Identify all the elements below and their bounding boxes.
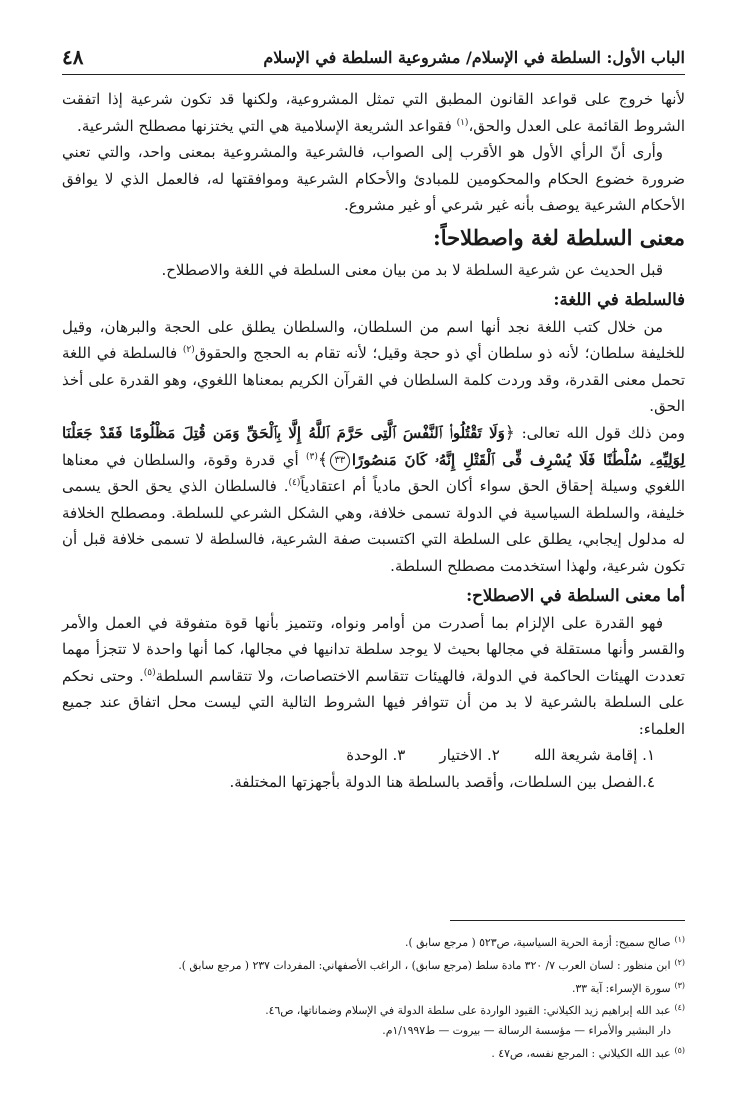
paragraph-5 — [62, 420, 685, 580]
paragraph-5-tail-2: . فالسلطان الذي يحق الحق يسمى خليفة، والسلطة السياسية في الدولة تسمى خلافة، وهي الشكل الشرعي للسلطة. ومصطلح الخلافة له مدلول إيجابي، يطلق على السلطة التي اكتسبت صفة الشرعية، فالسلطة لا تسمى خلافة قبل أن تكون شرعية، ولهذا استخدمت مصطلح السلطة. — [62, 477, 685, 575]
subheading-language: فالسلطة في اللغة: — [553, 289, 685, 309]
footnote — [62, 976, 685, 999]
footnote-text: عبد الله إبراهيم زيد الكيلاني: القيود الواردة على سلطة الدولة في الإسلام وضماناتها، ص٤٦. — [265, 1004, 671, 1018]
paragraph-3: قبل الحديث عن شرعية السلطة لا بد من بيان معنى السلطة في اللغة والاصطلاح. — [161, 260, 663, 279]
paragraph-6-tail: . وحتى نحكم على السلطة بالشرعية لا بد من أن تتوافر فيها الشروط التالية التي ليست محل اتفاق عند جميع العلماء: — [62, 666, 685, 738]
list-item: ٢. الاختيار — [439, 746, 500, 765]
footnote-text: ابن منظور : لسان العرب ٧/ ٣٢٠ مادة سلط (مرجع سابق) ، الراغب الأصفهاني: المفردات ٢٣٧ ( مرجع سابق ). — [178, 958, 671, 972]
footnote-number: (٣) — [674, 980, 685, 990]
paragraph-1-tail: فقواعد الشريعة الإسلامية هي التي يختزنها مصطلح الشرعية. — [77, 116, 457, 135]
footnote-number: (٥) — [674, 1045, 685, 1055]
footnote-ref-2[interactable]: (٢) — [182, 345, 195, 356]
list-item: ٣. الوحدة — [346, 746, 406, 765]
list-item: ١. إقامة شريعة الله — [533, 746, 655, 765]
paragraph-5-intro: ومن ذلك قول الله تعالى: — [514, 423, 685, 442]
paragraph-2: وأرى أنّ الرأي الأول هو الأقرب إلى الصواب، فالشرعية والمشروعية بمعنى واحد، والتي تعني ضرورة خضوع الحكام والمحكومين للمبادئ والأحكام الشرعية وموافقتها له، فالعمل الذي لا يوافق الأحكام الشرعية يوصف بأنه غير شرعي أو غير مشروع. — [62, 143, 685, 215]
ayah-number-mark: ٣٣ — [330, 451, 350, 471]
footnote-separator — [450, 920, 685, 921]
footnote-ref-4[interactable]: (٤) — [288, 478, 301, 489]
running-header — [62, 40, 685, 75]
paragraph-4 — [62, 314, 685, 420]
footnote-number: (٢) — [674, 957, 685, 967]
footnote — [62, 930, 685, 953]
footnote-ref-3[interactable]: (٣) — [306, 451, 318, 462]
page-number: ٤٨ — [62, 45, 84, 69]
section-heading: معنى السلطة لغة واصطلاحاً: — [432, 224, 685, 250]
footnote-number: (١) — [674, 935, 685, 944]
quran-verse: وَلَا تَقْتُلُوا۟ ٱلنَّفْسَ ٱلَّتِى حَرَّمَ ٱللَّهُ إِلَّا بِٱلْحَقِّ وَمَن قُتِلَ مَظْلُومًا فَقَدْ جَعَلْنَا لِوَلِيِّهِۦ سُلْطَٰنًا فَلَا يُسْرِف فِّى ٱلْقَتْلِ إِنَّهُۥ كَانَ مَنصُورًا — [62, 423, 685, 469]
footnote-text: عبد الله الكيلاني : المرجع نفسه، ص٤٧ . — [491, 1046, 671, 1060]
footnote-text: سورة الإسراء: آية ٣٣. — [571, 981, 671, 995]
footnote-continuation: دار البشير والأمراء — مؤسسة الرسالة — بيروت — ط١/١٩٩٧م. — [382, 1024, 671, 1038]
quran-close-bracket: ﴾ — [317, 449, 328, 470]
paragraph-6 — [62, 610, 685, 743]
paragraph-1-text: لأنها خروج على قواعد القانون المطبق التي تمثل المشروعية، ولكنها قد تكون شرعية إذا اتفقت الشروط القائمة على العدل والحق، — [62, 90, 685, 135]
footnote-number: (٤) — [674, 1003, 685, 1013]
paragraph-1 — [62, 86, 685, 139]
footnote — [62, 953, 685, 976]
paragraph-5-tail: أي قدرة وقوة، والسلطان في معناها اللغوي وسيلة إحقاق الحق سواء أكان الحق مادياً أم اعتقادياً — [62, 450, 685, 496]
quran-open-bracket: ﴿ — [504, 422, 515, 443]
conditions-list-row — [62, 742, 685, 769]
footnote-ref-1[interactable]: (١) — [456, 117, 469, 128]
footnote — [62, 998, 685, 1021]
subheading-terminology: أما معنى السلطة في الاصطلاح: — [466, 585, 685, 605]
paragraph-4-text: من خلال كتب اللغة نجد أنها اسم من السلطان، والسلطان يطلق على الحجة والبرهان، وقيل للخليفة سلطان؛ لأنه ذو سلطان أي ذو حجة وقيل؛ لأنه تقام به الحجج والحقوق — [62, 317, 685, 363]
footnote — [62, 1041, 685, 1064]
header-title: الباب الأول: السلطة في الإسلام/ مشروعية السلطة في الإسلام — [263, 47, 685, 67]
paragraph-6-text: فهو القدرة على الإلزام بما أصدرت من أوامر ونواه، وتتميز بأنها قوة متفوقة في العمل والأمر والقسر وأنها مستقلة في مجالها بحيث لا يوجد سلطة تدانيها في مجالها، كما أنها واحدة لا تتجزأ مهما تعددت الهيئات الحاكمة في الدولة، فالهيئات تتقاسم الاختصاصات، ولا تتقاسم السلطة — [62, 613, 685, 685]
paragraph-4-tail: فالسلطة في اللغة تحمل معنى القدرة، وقد وردت كلمة السلطان في القرآن الكريم بمعناها اللغوي، وهو القدرة على أخذ الحق. — [62, 344, 685, 416]
list-item: ٤.الفصل بين السلطات، وأقصد بالسلطة هنا الدولة بأجهزتها المختلفة. — [229, 773, 655, 792]
footnote-text: صالح سميح: أزمة الحرية السياسية، ص٥٢٣ ( مرجع سابق ). — [405, 936, 671, 949]
main-text — [62, 86, 685, 796]
footnotes — [62, 930, 685, 1064]
footnote-ref-5[interactable]: (٥) — [143, 667, 156, 678]
conditions-list-row — [62, 769, 685, 796]
